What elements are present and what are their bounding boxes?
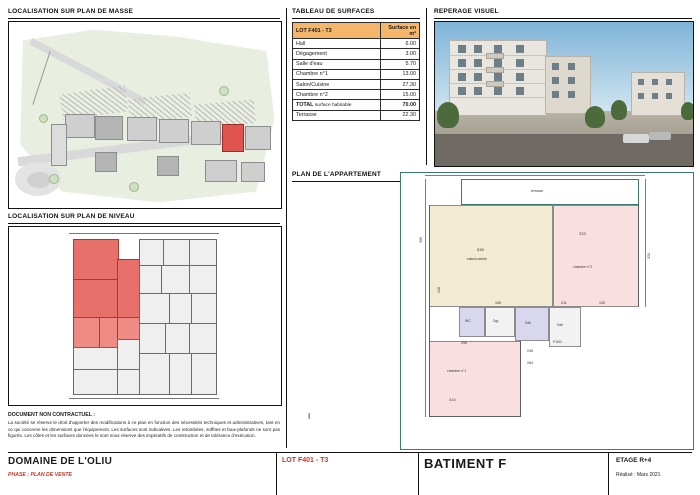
plan-label-hall: Hall: [557, 323, 563, 327]
document-phase: PHASE : PLAN DE VENTE: [8, 472, 72, 478]
plan-wall-right: [638, 205, 639, 307]
plan-dimline-left: [425, 179, 426, 417]
total-label-cell: [293, 100, 381, 110]
photo-building-main: [449, 40, 547, 116]
plan-room-chambre-1: [429, 341, 521, 417]
surface-table: [292, 22, 420, 121]
apartment-floor-plan: [400, 172, 694, 450]
disclaimer-block: [8, 412, 280, 440]
site-building-11: [51, 124, 67, 166]
row-value-hall: 6.00: [381, 39, 420, 49]
level-plan-title-rule: [8, 223, 280, 224]
level-plan-drawing: [69, 233, 219, 399]
site-building-6: [245, 126, 271, 150]
level-unit-14: [139, 323, 167, 355]
level-unit-13: [191, 293, 217, 325]
table-row: [293, 59, 420, 69]
level-unit-highlight-3: [73, 317, 101, 349]
table-header-lot: LOT F401 - T3: [293, 23, 381, 39]
level-unit-18: [169, 353, 193, 395]
row-value-salon-cuisine: 27.30: [381, 79, 420, 89]
level-unit-highlight-1: [73, 239, 119, 281]
site-building-4: [159, 119, 189, 143]
plan-dim-390: 390: [419, 237, 423, 243]
plan-room-terrasse: [461, 179, 639, 205]
table-row: [293, 79, 420, 89]
footer-rule: [8, 452, 692, 453]
apartment-plan-title: PLAN DE L'APPARTEMENT: [292, 171, 382, 178]
table-row: [293, 69, 420, 79]
visual-reference-title-rule: [434, 18, 692, 19]
plan-dim-446: 446: [437, 287, 441, 293]
plan-dim-264: 264: [527, 361, 533, 365]
level-unit-4: [117, 369, 141, 395]
plan-room-wc: [459, 307, 485, 337]
table-total-row: [293, 100, 420, 110]
table-row: [293, 110, 420, 120]
total-value: 70.00: [381, 100, 420, 110]
level-unit-12: [169, 293, 193, 325]
level-unit-3: [117, 339, 141, 371]
table-row: [293, 90, 420, 100]
plan-label-salle-d-eau: Sdb: [525, 321, 532, 325]
plan-room-degagement: [485, 307, 515, 337]
row-label-degagement: Dégagement: [293, 49, 381, 59]
plan-room-salon-cuisine: [429, 205, 553, 307]
level-outline-bottom: [69, 398, 219, 399]
row-value-salle-deau: 5.70: [381, 59, 420, 69]
site-tree-2: [49, 174, 59, 184]
plan-label-chambre-1: chambre n°1: [447, 369, 467, 373]
site-plan-title: LOCALISATION SUR PLAN DE MASSE: [8, 8, 134, 15]
row-value-chambre-1: 13.00: [381, 69, 420, 79]
table-header-row: [293, 23, 420, 39]
plan-room-chambre-2: [553, 205, 639, 307]
disclaimer-text: La société se réserve le droit d'apporter des modifications à ce plan en fonction des nécessités techniques et administratives, tant en ce qui concerne les dimensions que l'équipement. Les surfaces sont indicatives. Les retombées, soffites et faux-plafonds ne sont pas figurés. Les côtes et les surfaces données le sont sous réserve des impératifs de construction et de tolérance d'exécution.: [8, 420, 280, 439]
site-building-8: [157, 156, 179, 176]
plan-dim-333: 333: [647, 253, 651, 259]
left-column: [8, 8, 280, 448]
level-unit-1: [73, 347, 119, 371]
site-roundabout-inner: [27, 172, 51, 188]
level-unit-5: [139, 239, 165, 267]
site-building-3: [127, 117, 157, 141]
plan-wall-bottom: [429, 416, 521, 417]
photo-building-far: [631, 72, 685, 116]
footer-separator-2: [418, 452, 419, 495]
level-plan-title: LOCALISATION SUR PLAN DE NIVEAU: [8, 213, 135, 220]
row-label-hall: Hall: [293, 39, 381, 49]
plan-dim-296: 296: [461, 341, 467, 345]
photo-car-1: [623, 134, 649, 143]
plan-wall-inner: [520, 341, 521, 417]
footer-separator-3: [608, 452, 609, 495]
site-building-highlight-f: [222, 124, 244, 152]
table-row: [293, 49, 420, 59]
plan-room-salle-d-eau: [515, 307, 549, 341]
photo-bush-1: [437, 102, 459, 128]
plan-dimline-top: [425, 175, 645, 176]
plan-label-chambre-2: chambre n°2: [573, 265, 593, 269]
site-building-2: [95, 116, 123, 140]
building-photo: [434, 21, 694, 167]
footer-date: Réalisé : Mars 2021: [616, 472, 661, 478]
footer-floor: ETAGE R+4: [616, 457, 652, 464]
photo-car-2: [649, 132, 671, 140]
level-unit-2: [73, 369, 119, 395]
plan-label-lot-tag: F401: [553, 339, 563, 344]
level-unit-6: [163, 239, 191, 267]
level-unit-highlight-2: [73, 279, 119, 319]
site-tree-3: [129, 182, 139, 192]
site-plan-title-rule: [8, 18, 280, 19]
plan-dim-159: 159: [495, 301, 501, 305]
level-plan-frame: [8, 226, 282, 406]
site-plan-frame: [8, 21, 282, 209]
plan-wall-left: [429, 205, 430, 417]
surface-table-title-rule: [292, 18, 420, 19]
footer-building: BATIMENT F: [424, 456, 507, 471]
orientation-mark: I: [308, 412, 311, 421]
table-row: [293, 39, 420, 49]
photo-building-secondary: [545, 56, 591, 114]
footer-lot: LOT F401 - T3: [282, 457, 329, 464]
level-unit-10: [189, 265, 217, 295]
site-building-5: [191, 121, 221, 145]
level-unit-16: [189, 323, 217, 355]
level-unit-8: [139, 265, 163, 295]
site-tree-1: [39, 114, 48, 123]
row-label-salon-cuisine: Salon/Cuisine: [293, 79, 381, 89]
level-unit-7: [189, 239, 217, 267]
row-label-chambre-2: Chambre n°2: [293, 90, 381, 100]
level-unit-15: [165, 323, 191, 355]
photo-bush-2: [585, 106, 605, 128]
footer-separator-1: [276, 452, 277, 495]
total-label: TOTAL: [296, 101, 314, 108]
level-unit-17: [139, 353, 171, 395]
level-unit-19: [191, 353, 217, 395]
site-building-10: [241, 162, 265, 182]
plan-label-terrasse: terrasse: [531, 189, 544, 193]
row-label-terrasse: Terrasse: [293, 110, 381, 120]
plan-dim-130: 130: [599, 301, 605, 305]
table-header-unit: Surface en m²: [381, 23, 420, 39]
plan-label-degagement: Dgt: [493, 319, 499, 323]
level-unit-11: [139, 293, 171, 325]
column-separator-right: [426, 8, 427, 165]
row-value-terrasse: 22.30: [381, 110, 420, 120]
level-unit-highlight-5: [117, 259, 141, 319]
project-brand: DOMAINE DE L'OLIU: [8, 456, 113, 467]
row-value-chambre-2: 15.00: [381, 90, 420, 100]
disclaimer-title: DOCUMENT NON CONTRACTUEL :: [8, 412, 95, 418]
level-unit-9: [161, 265, 191, 295]
surface-table-title: TABLEAU DE SURFACES: [292, 8, 375, 15]
photo-bush-3: [611, 100, 627, 120]
level-unit-highlight-6: [117, 317, 141, 341]
plan-dim-211: 211: [561, 301, 567, 305]
plan-area-salon-cuisine: 538: [477, 247, 484, 252]
column-separator-left: [286, 8, 287, 448]
site-building-9: [205, 160, 237, 182]
plan-dimline-right: [645, 179, 646, 307]
plan-label-wc: WC: [465, 319, 471, 323]
plan-area-chambre-1: 310: [449, 397, 456, 402]
site-building-1: [65, 114, 95, 138]
site-tree-4: [219, 86, 229, 96]
plan-area-chambre-2: 333: [579, 231, 586, 236]
photo-bush-4: [681, 102, 694, 120]
row-label-chambre-1: Chambre n°1: [293, 69, 381, 79]
site-building-7: [95, 152, 117, 172]
level-unit-highlight-4: [99, 317, 119, 349]
plan-label-salon-cuisine: salon/cuisine: [467, 257, 487, 261]
level-outline-top: [69, 233, 219, 234]
total-sublabel: surface habitable: [314, 102, 352, 108]
plan-dim-245: 245: [527, 349, 533, 353]
visual-reference-title: REPERAGE VISUEL: [434, 8, 499, 15]
row-label-salle-deau: Salle d'eau: [293, 59, 381, 69]
row-value-degagement: 3.00: [381, 49, 420, 59]
